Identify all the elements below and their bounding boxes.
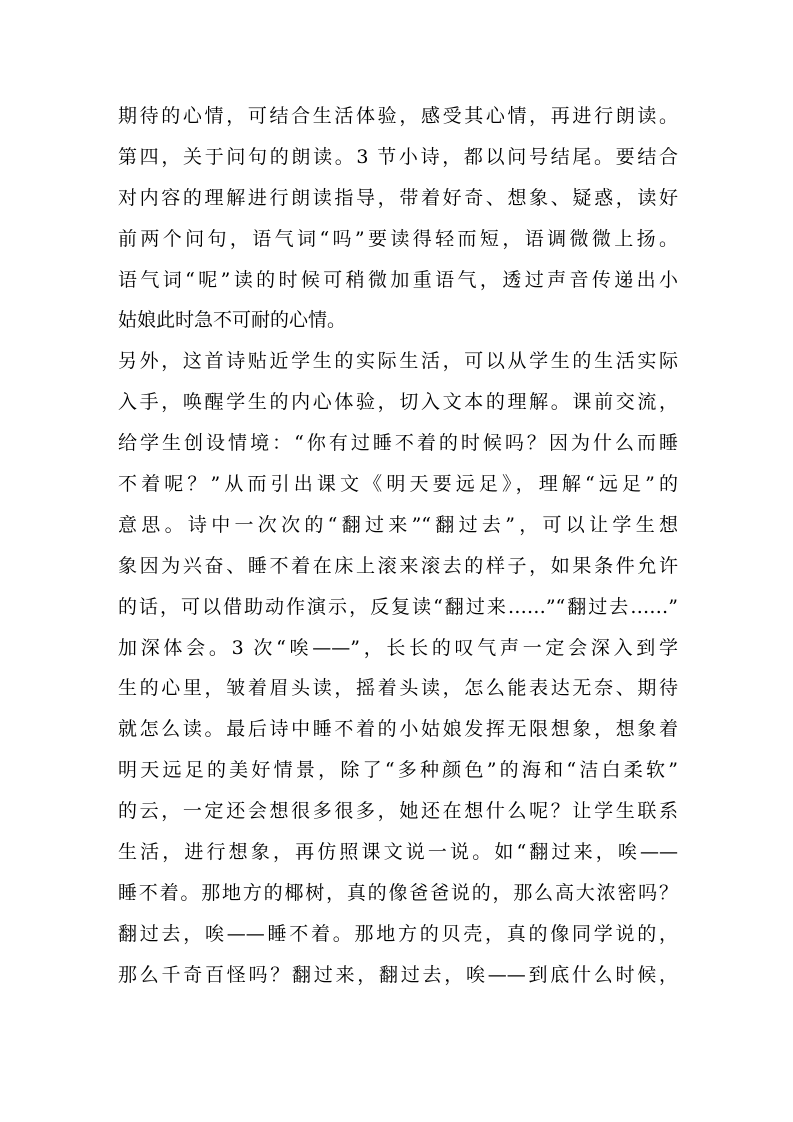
text-line-21: 翻过去，唉——睡不着。那地方的贝壳，真的像同学说的， [118, 922, 678, 945]
text-line-7: 另外，这首诗贴近学生的实际生活，可以从学生的生活实际 [118, 350, 678, 373]
text-line-10: 不着呢？”从而引出课文《明天要远足》，理解“远足”的 [118, 473, 678, 496]
text-line-3: 对内容的理解进行朗读指导，带着好奇、想象、疑惑，读好 [118, 186, 678, 209]
text-line-6: 姑娘此时急不可耐的心情。 [118, 309, 347, 332]
text-line-22: 那么千奇百怪吗？翻过来，翻过去，唉——到底什么时候， [118, 963, 678, 986]
body-text [118, 96, 678, 996]
text-line-16: 就怎么读。最后诗中睡不着的小姑娘发挥无限想象，想象着 [118, 718, 678, 741]
text-line-14: 加深体会。3 次“唉——”，长长的叹气声一定会深入到学 [118, 636, 678, 659]
text-line-9: 给学生创设情境：“你有过睡不着的时候吗？因为什么而睡 [118, 432, 678, 455]
text-line-1: 期待的心情，可结合生活体验，感受其心情，再进行朗读。 [118, 105, 678, 127]
text-line-17: 明天远足的美好情景，除了“多种颜色”的海和“洁白柔软” [118, 759, 678, 782]
text-line-20: 睡不着。那地方的椰树，真的像爸爸说的，那么高大浓密吗？ [118, 881, 678, 904]
text-line-15: 生的心里，皱着眉头读，摇着头读，怎么能表达无奈、期待 [118, 677, 678, 700]
text-line-2: 第四，关于问句的朗读。3 节小诗，都以问号结尾。要结合 [118, 145, 678, 168]
text-line-8: 入手，唤醒学生的内心体验，切入文本的理解。课前交流， [118, 391, 678, 414]
text-line-11: 意思。诗中一次次的“翻过来”“翻过去”，可以让学生想 [118, 513, 678, 536]
text-line-12: 象因为兴奋、睡不着在床上滚来滚去的样子，如果条件允许 [118, 554, 678, 577]
text-line-5: 语气词“呢”读的时候可稍微加重语气，透过声音传递出小 [118, 268, 678, 291]
text-line-18: 的云，一定还会想很多很多，她还在想什么呢？让学生联系 [118, 800, 678, 823]
text-line-19: 生活，进行想象，再仿照课文说一说。如“翻过来，唉—— [118, 841, 678, 864]
text-line-13: 的话，可以借助动作演示，反复读“翻过来……”“翻过去……” [118, 595, 678, 618]
text-line-4: 前两个问句，语气词“吗”要读得轻而短，语调微微上扬。 [118, 227, 678, 250]
